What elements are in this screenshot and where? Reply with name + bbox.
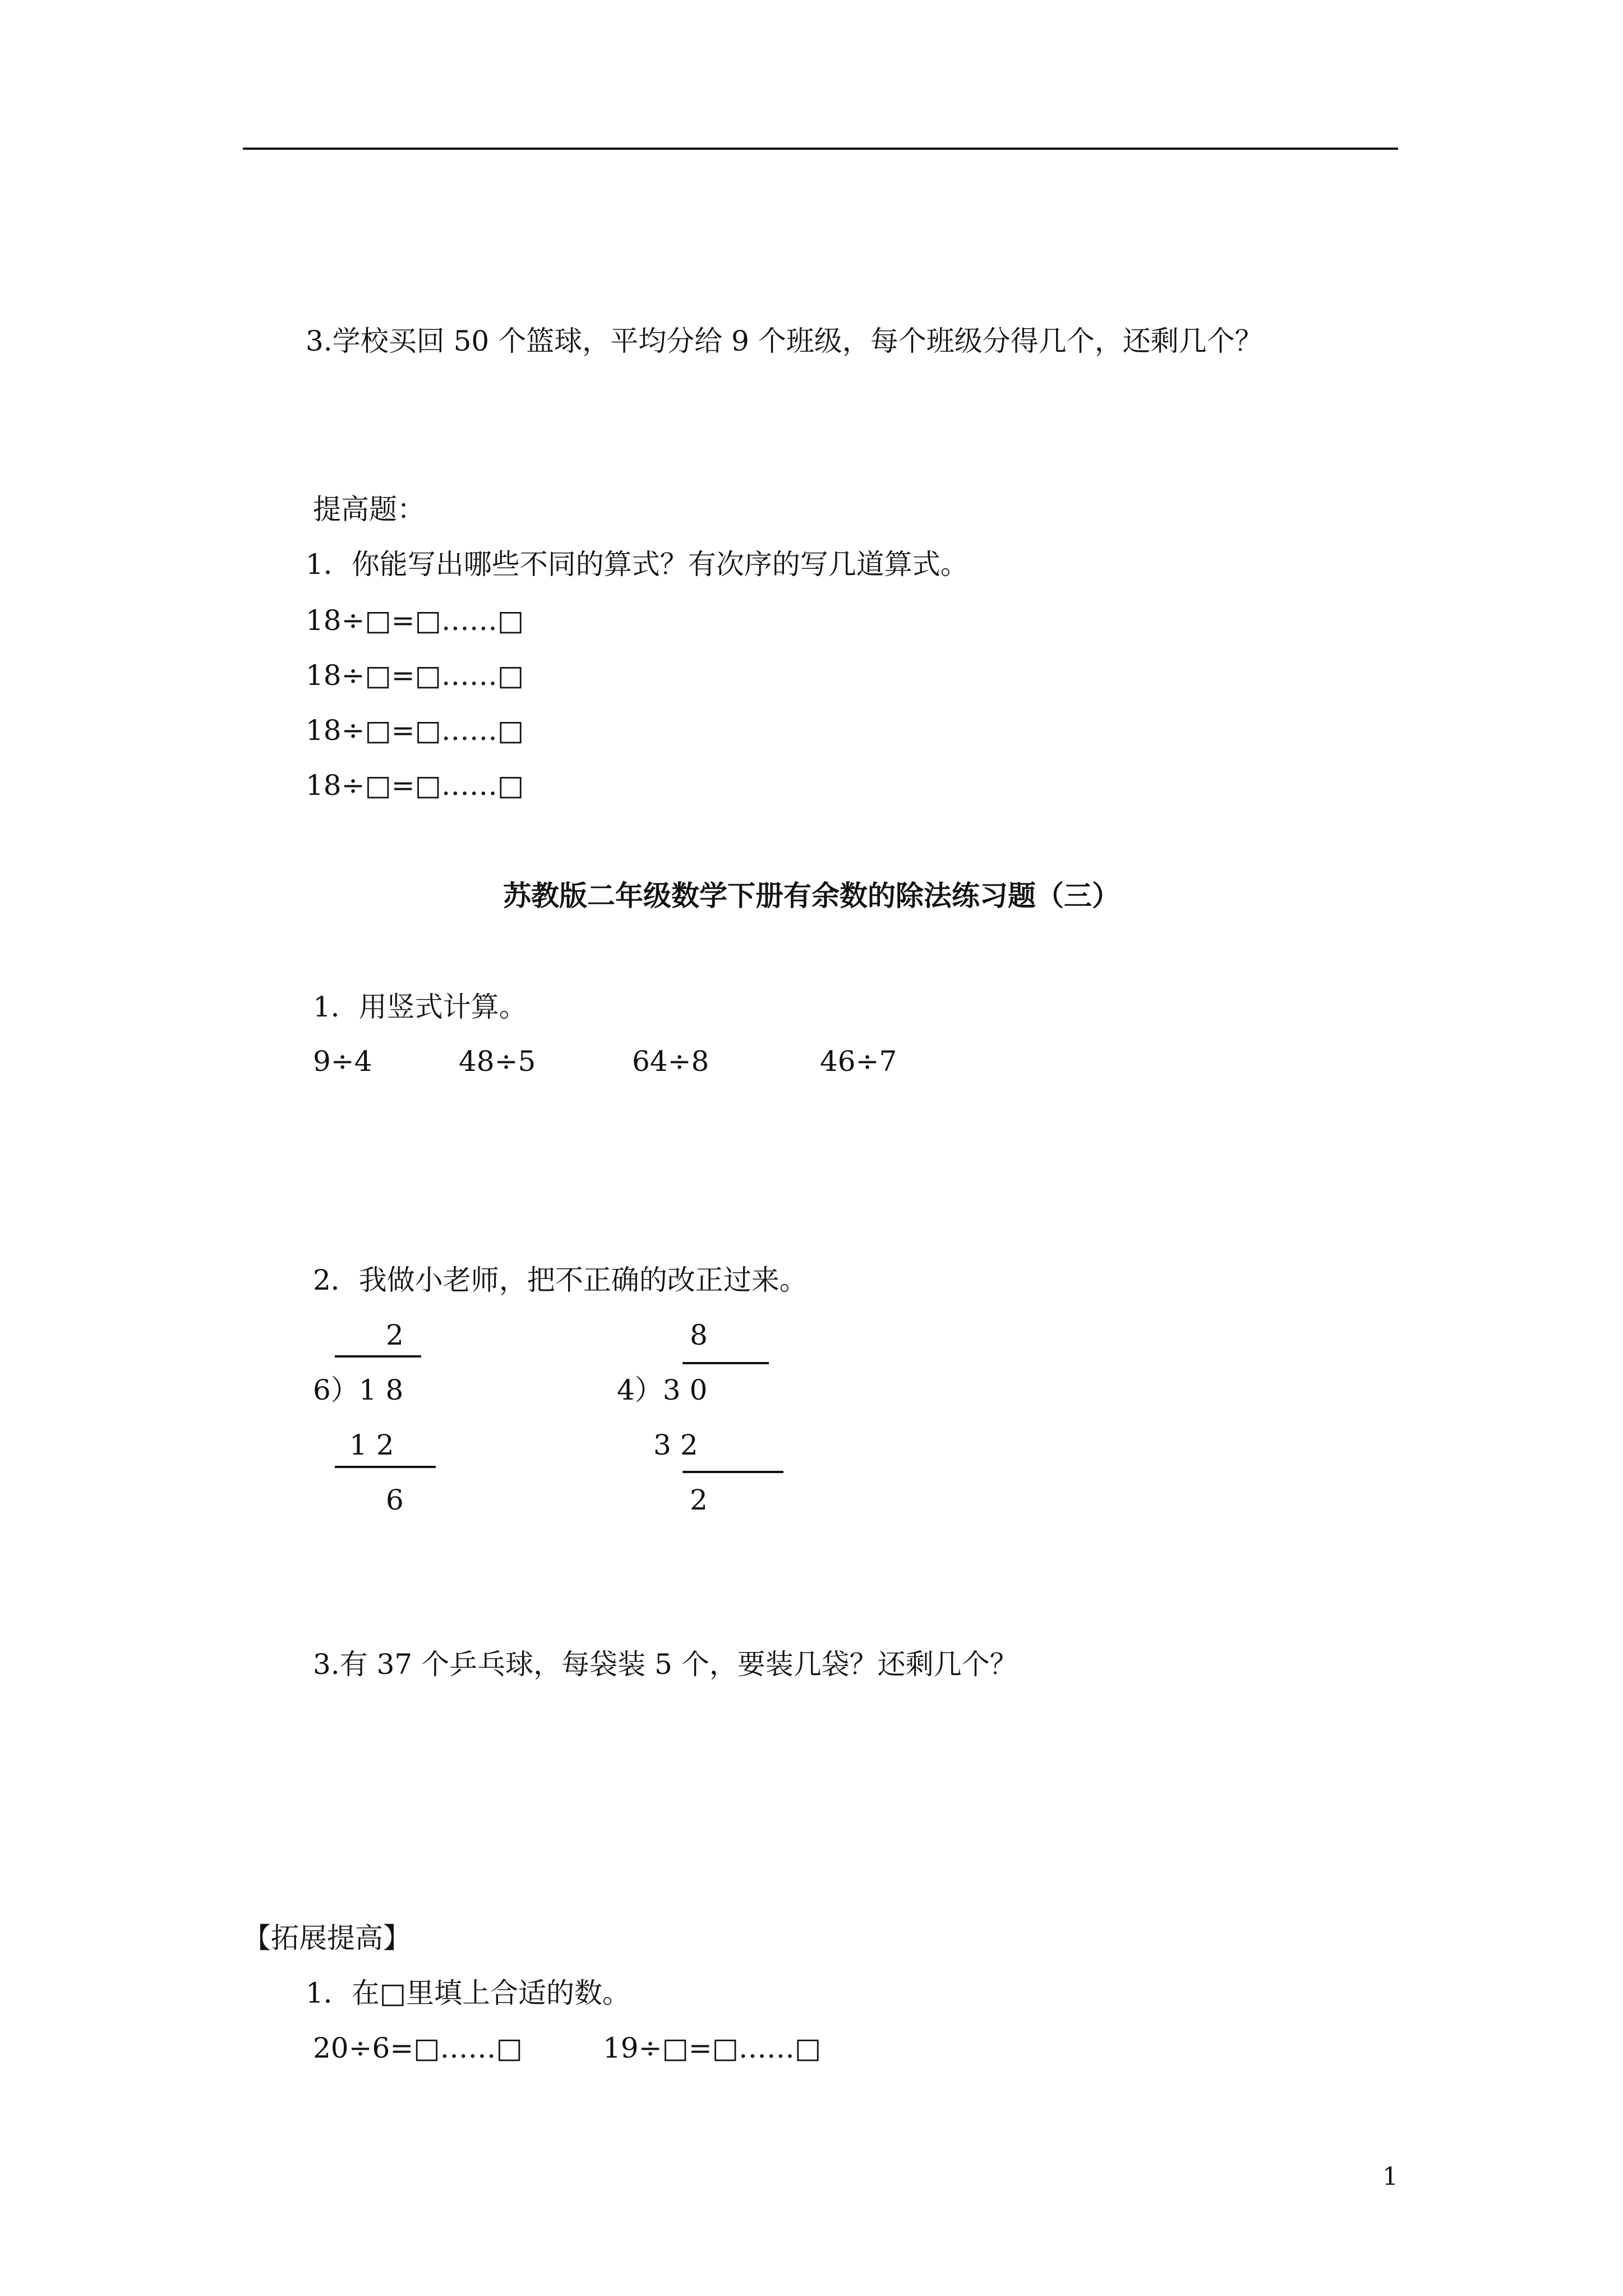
blank-expression: 18÷□=□……□ xyxy=(306,604,524,637)
division-expression: 64÷8 xyxy=(632,1045,709,1078)
division-expression: 46÷7 xyxy=(820,1045,897,1078)
left-product: 1 2 xyxy=(349,1429,394,1461)
division-expression: 9÷4 xyxy=(313,1045,372,1078)
right-quotient-rule xyxy=(683,1362,769,1364)
extension-question-1: 1．在□里填上合适的数。 xyxy=(306,1977,631,2009)
blank-expression: 18÷□=□……□ xyxy=(306,769,524,802)
right-quotient: 8 xyxy=(690,1319,708,1351)
question-2-text: 2．我做小老师，把不正确的改正过来。 xyxy=(313,1264,808,1296)
left-quotient-rule xyxy=(335,1355,421,1358)
blank-expression: 18÷□=□……□ xyxy=(306,714,524,747)
right-remainder: 2 xyxy=(690,1484,708,1516)
advanced-heading: 提高题： xyxy=(313,493,425,526)
section-title: 苏教版二年级数学下册有余数的除法练习题（三） xyxy=(503,879,1120,912)
blank-expression: 18÷□=□……□ xyxy=(306,659,524,692)
left-product-rule xyxy=(335,1466,436,1468)
prev-question-3: 3.学校买回 50 个篮球，平均分给 9 个班级，每个班级分得几个，还剩几个？ xyxy=(306,325,1263,357)
right-product: 3 2 xyxy=(653,1429,698,1461)
question-1-text: 1．用竖式计算。 xyxy=(313,991,527,1023)
fill-in-expression: 19÷□=□……□ xyxy=(603,2032,822,2064)
right-product-rule xyxy=(683,1471,783,1473)
page-number: 1 xyxy=(1382,2162,1398,2191)
header-rule xyxy=(243,148,1398,150)
right-dividend-row: 4）3 0 xyxy=(617,1374,708,1406)
left-remainder: 6 xyxy=(386,1484,404,1516)
fill-in-expression: 20÷6=□……□ xyxy=(313,2032,523,2064)
extension-heading: 【拓展提高】 xyxy=(243,1922,411,1954)
advanced-question-1: 1．你能写出哪些不同的算式？有次序的写几道算式。 xyxy=(306,548,969,581)
division-expression: 48÷5 xyxy=(459,1045,536,1078)
left-quotient: 2 xyxy=(386,1319,404,1351)
question-3-text: 3.有 37 个乒乓球，每袋装 5 个，要装几袋？还剩几个？ xyxy=(313,1648,1018,1681)
left-dividend-row: 6）1 8 xyxy=(313,1374,404,1406)
